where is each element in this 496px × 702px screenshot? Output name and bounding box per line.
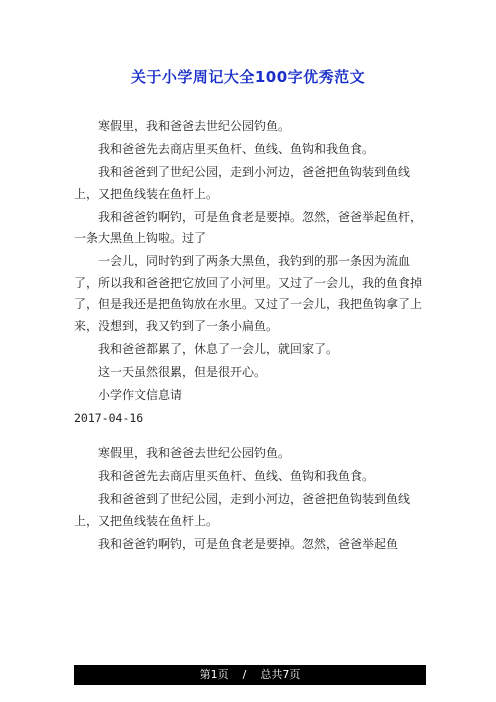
paragraph: 我和爸爸先去商店里买鱼杆、鱼线、鱼钩和我鱼食。 bbox=[98, 469, 375, 483]
paragraph: 我和爸爸钓啊钓，可是鱼食老是要掉。忽然，爸爸举起鱼 bbox=[98, 536, 399, 551]
page-total: 总共7页 bbox=[260, 668, 301, 681]
paragraph: 寒假里，我和爸爸去世纪公园钓鱼。 bbox=[98, 119, 291, 133]
document-body bbox=[74, 116, 426, 557]
paragraph: 小学作文信息请 bbox=[98, 387, 183, 402]
paragraph: 一会儿，同时钓到了两条大黑鱼，我钓到的那一条因为流血了，所以我和爸爸把它放回了小河里。又过了一会儿，我的鱼食掉了，但是我还是把鱼钩放在水里。又过了一会儿，我把鱼钩拿了上来，没想到，我又钓到了一条小扁鱼。 bbox=[74, 254, 423, 333]
paragraph: 我和爸爸先去商店里买鱼杆、鱼线、鱼钩和我鱼食。 bbox=[98, 142, 375, 156]
page-separator: / bbox=[242, 668, 247, 681]
paragraph: 寒假里，我和爸爸去世纪公园钓鱼。 bbox=[98, 446, 291, 460]
document-title: 关于小学周记大全100字优秀范文 bbox=[130, 68, 366, 86]
page-footer bbox=[74, 665, 426, 685]
date-line: 2017-04-16 bbox=[74, 410, 144, 425]
paragraph: 我和爸爸到了世纪公园，走到小河边，爸爸把鱼钩装到鱼线上，又把鱼线装在鱼杆上。 bbox=[74, 165, 411, 201]
paragraph: 我和爸爸钓啊钓，可是鱼食老是要掉。忽然，爸爸举起鱼杆，一条大黑鱼上钩啦。过了 bbox=[74, 209, 423, 245]
paragraph: 我和爸爸都累了，休息了一会儿，就回家了。 bbox=[98, 341, 339, 356]
paragraph: 我和爸爸到了世纪公园，走到小河边，爸爸把鱼钩装到鱼线上，又把鱼线装在鱼杆上。 bbox=[74, 492, 411, 528]
page-number: 第1页 bbox=[199, 668, 229, 681]
paragraph: 这一天虽然很累，但是很开心。 bbox=[98, 364, 267, 379]
